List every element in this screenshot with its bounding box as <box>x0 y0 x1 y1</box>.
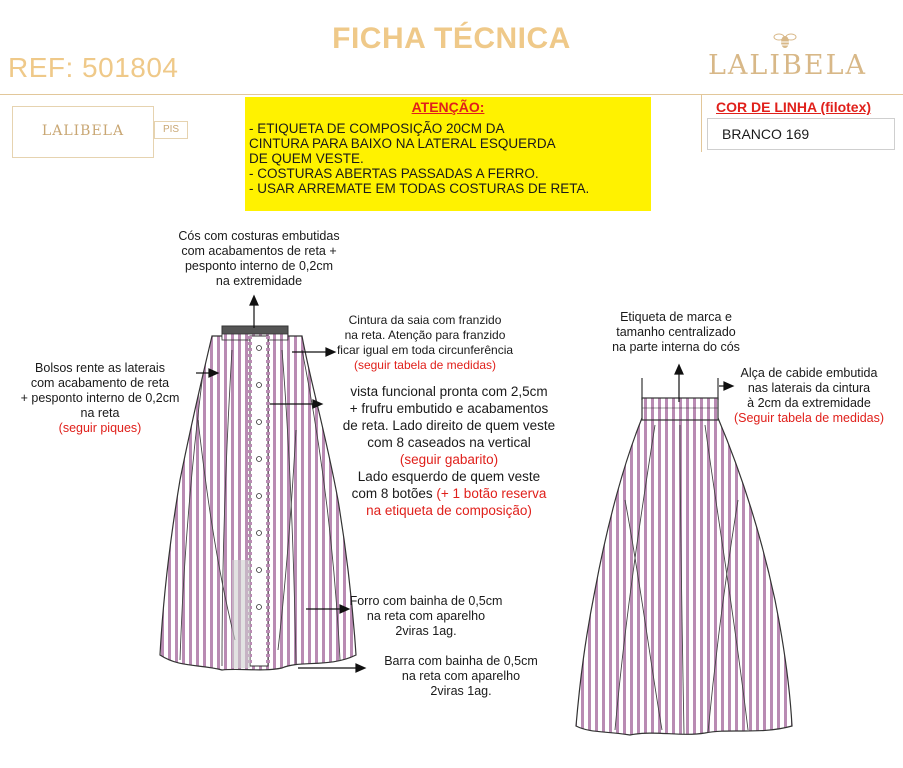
attention-line: DE QUEM VESTE. <box>249 151 364 166</box>
note-line: Alça de cabide embutida <box>740 366 878 380</box>
note-lining <box>340 594 512 639</box>
note-hem <box>368 654 554 699</box>
note-pockets <box>4 361 196 436</box>
note-line: na extremidade <box>215 274 303 288</box>
brand-logo: LALIBELA <box>708 50 868 81</box>
note-line: na reta. Atenção para franzido <box>344 328 506 342</box>
attention-line: CINTURA PARA BAIXO NA LATERAL ESQUERDA <box>249 136 556 151</box>
back-skirt-body <box>576 418 792 735</box>
thread-color-heading: COR DE LINHA (filotex) <box>716 99 872 115</box>
note-line-red: (seguir tabela de medidas) <box>353 358 497 372</box>
note-waist-gather <box>320 313 530 373</box>
note-line: vista funcional pronta com 2,5cm <box>350 384 548 399</box>
note-line: nas laterais da cintura <box>747 381 871 395</box>
note-line: Forro com bainha de 0,5cm <box>349 594 503 608</box>
attention-heading: ATENÇÃO: <box>411 99 485 115</box>
note-line: na parte interna do cós <box>612 340 740 354</box>
attention-line: - ETIQUETA DE COMPOSIÇÃO 20CM DA <box>249 121 505 136</box>
note-line-red: (seguir piques) <box>58 421 142 435</box>
note-line-red: (seguir gabarito) <box>399 452 499 467</box>
note-line: Cintura da saia com franzido <box>348 313 502 327</box>
note-line: Lado esquerdo de quem veste <box>357 469 541 484</box>
label-logo-text: LALIBELA <box>41 123 125 139</box>
note-line: Bolsos rente as laterais <box>35 361 165 375</box>
note-line: pesponto interno de 0,2cm <box>184 259 334 273</box>
note-line: 2viras 1ag. <box>430 684 492 698</box>
back-waistband <box>642 398 718 420</box>
pis-tag: PIS <box>154 121 188 139</box>
note-inline-red: (+ 1 botão reserva <box>436 486 547 501</box>
note-line: Etiqueta de marca e <box>620 310 732 324</box>
note-line-red: na etiqueta de composição) <box>366 503 532 518</box>
page-title: FICHA TÉCNICA <box>332 22 571 55</box>
note-line: com 8 caseados na vertical <box>367 435 531 450</box>
note-brand-label <box>590 310 762 355</box>
note-line: Cós com costuras embutidas <box>178 229 340 243</box>
attention-line: - USAR ARREMATE EM TODAS COSTURAS DE RETA. <box>249 181 590 196</box>
attention-line: - COSTURAS ABERTAS PASSADAS A FERRO. <box>249 166 539 181</box>
back-skirt-drawing <box>576 378 792 735</box>
note-placket <box>326 383 572 519</box>
note-hanger <box>720 366 898 426</box>
note-line: tamanho centralizado <box>616 325 736 339</box>
reference-code: REF: 501804 <box>8 52 179 83</box>
note-line: com acabamentos de reta + <box>181 244 337 258</box>
note-line: ficar igual em toda circunferência <box>336 343 514 357</box>
note-line: de reta. Lado direito de quem veste <box>342 418 556 433</box>
note-inline: com 8 botões <box>351 486 433 501</box>
note-line <box>326 485 572 502</box>
note-waistband <box>150 229 368 289</box>
note-line: na reta com aparelho <box>366 609 486 623</box>
note-line: na reta <box>80 406 120 420</box>
note-line: + frufru embutido e acabamentos <box>349 401 549 416</box>
note-line: Barra com bainha de 0,5cm <box>384 654 538 668</box>
note-line: + pesponto interno de 0,2cm <box>20 391 180 405</box>
note-line: com acabamento de reta <box>30 376 170 390</box>
note-line: 2viras 1ag. <box>395 624 457 638</box>
note-line: na reta com aparelho <box>401 669 521 683</box>
note-line: à 2cm da extremidade <box>747 396 871 410</box>
note-line-red: (Seguir tabela de medidas) <box>733 411 885 425</box>
thread-color-value: BRANCO 169 <box>722 126 810 142</box>
